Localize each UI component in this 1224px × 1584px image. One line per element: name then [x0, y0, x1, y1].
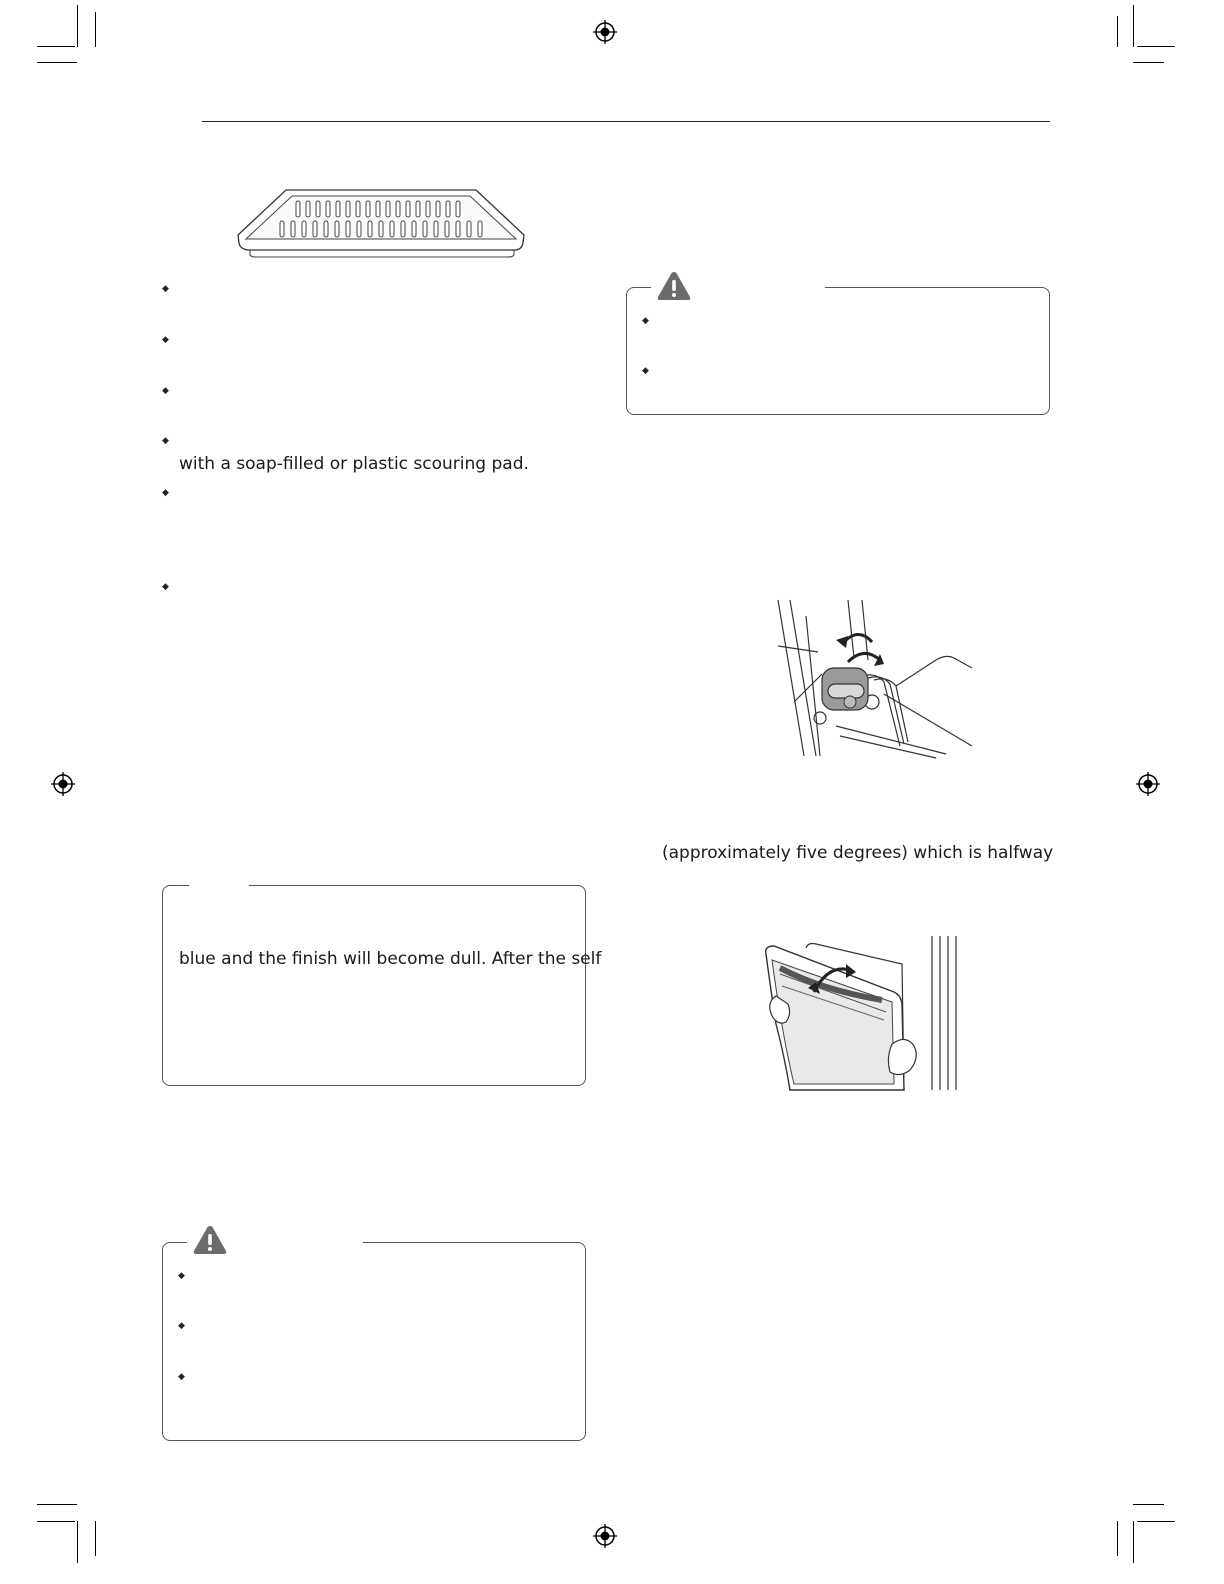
registration-mark-icon — [51, 772, 75, 796]
registration-mark-icon — [1136, 772, 1160, 796]
bullet-marker: ◆ — [642, 316, 649, 326]
bullet-marker: ◆ — [162, 488, 169, 498]
note-box — [162, 885, 602, 1086]
caution-box-left — [162, 1242, 586, 1441]
bullet-marker: ◆ — [178, 1372, 185, 1382]
bullet-marker: ◆ — [162, 284, 169, 294]
registration-mark-icon — [593, 1524, 617, 1548]
bullet-text-line: with a soap-filled or plastic scouring pad. — [179, 454, 529, 474]
door-hinge-illustration — [776, 598, 974, 760]
broiler-pan-illustration — [236, 187, 529, 259]
caution-box-right — [626, 287, 1050, 415]
note-box-title-gap — [189, 883, 249, 889]
bullet-marker: ◆ — [642, 366, 649, 376]
bullet-marker: ◆ — [178, 1321, 185, 1331]
door-removal-text-line: (approximately five degrees) which is halfway — [662, 843, 1054, 863]
header-rule — [202, 121, 1050, 122]
note-box-text-line: blue and the finish will become dull. After the self — [179, 949, 602, 969]
bullet-marker: ◆ — [162, 436, 169, 446]
warning-triangle-icon — [192, 1224, 228, 1256]
bullet-marker: ◆ — [162, 335, 169, 345]
registration-mark-icon — [593, 20, 617, 44]
door-removal-illustration — [762, 934, 962, 1094]
bullet-marker: ◆ — [162, 386, 169, 396]
bullet-marker: ◆ — [178, 1271, 185, 1281]
bullet-marker: ◆ — [162, 582, 169, 592]
warning-triangle-icon — [656, 270, 692, 302]
